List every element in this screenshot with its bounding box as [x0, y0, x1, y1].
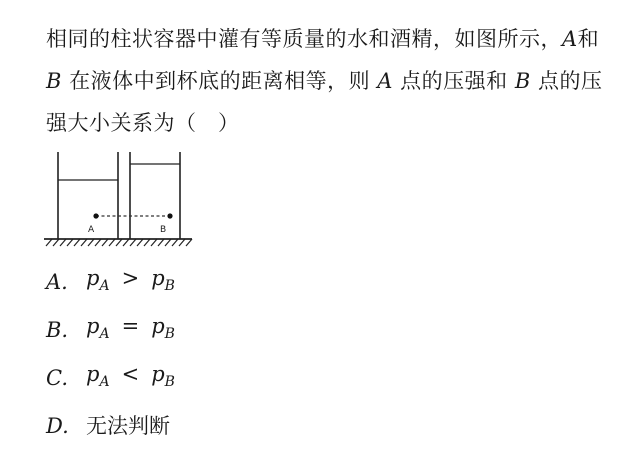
point-a-var: A: [562, 27, 578, 51]
right-container: [130, 152, 180, 239]
option-expression: $p_A < p_B$: [86, 362, 175, 390]
point-b-var-2: B: [514, 69, 531, 93]
point-b: [167, 213, 172, 218]
option-text: 无法判断: [86, 414, 170, 438]
point-a: [93, 213, 98, 218]
stem-text-2: 和: [577, 27, 600, 51]
containers-figure: [42, 150, 194, 250]
point-b-var: B: [46, 69, 62, 93]
ground-hatching: [44, 239, 192, 246]
label-a: A: [88, 225, 95, 235]
option-expression: $p_A > p_B$: [86, 266, 175, 294]
label-b: B: [160, 225, 167, 235]
stem-text-4: 点的压强和: [392, 69, 515, 93]
option-b[interactable]: [46, 306, 546, 354]
question-stem: [46, 18, 606, 144]
option-letter: D.: [46, 414, 69, 438]
option-c[interactable]: [46, 354, 546, 402]
answer-options: [46, 258, 546, 450]
stem-text-3: 在液体中到杯底的距离相等，则: [61, 69, 378, 93]
option-letter: B.: [46, 318, 69, 342]
stem-text-5: 点的压强大小关系为（ ）: [46, 69, 603, 135]
option-letter: A.: [46, 270, 68, 294]
point-a-var-2: A: [377, 69, 393, 93]
option-expression: $p_A = p_B$: [86, 314, 175, 342]
option-letter: C.: [46, 366, 68, 390]
option-a[interactable]: [46, 258, 546, 306]
option-d[interactable]: [46, 402, 546, 450]
stem-text-1: 相同的柱状容器中灌有等质量的水和酒精，如图所示，: [46, 27, 562, 51]
